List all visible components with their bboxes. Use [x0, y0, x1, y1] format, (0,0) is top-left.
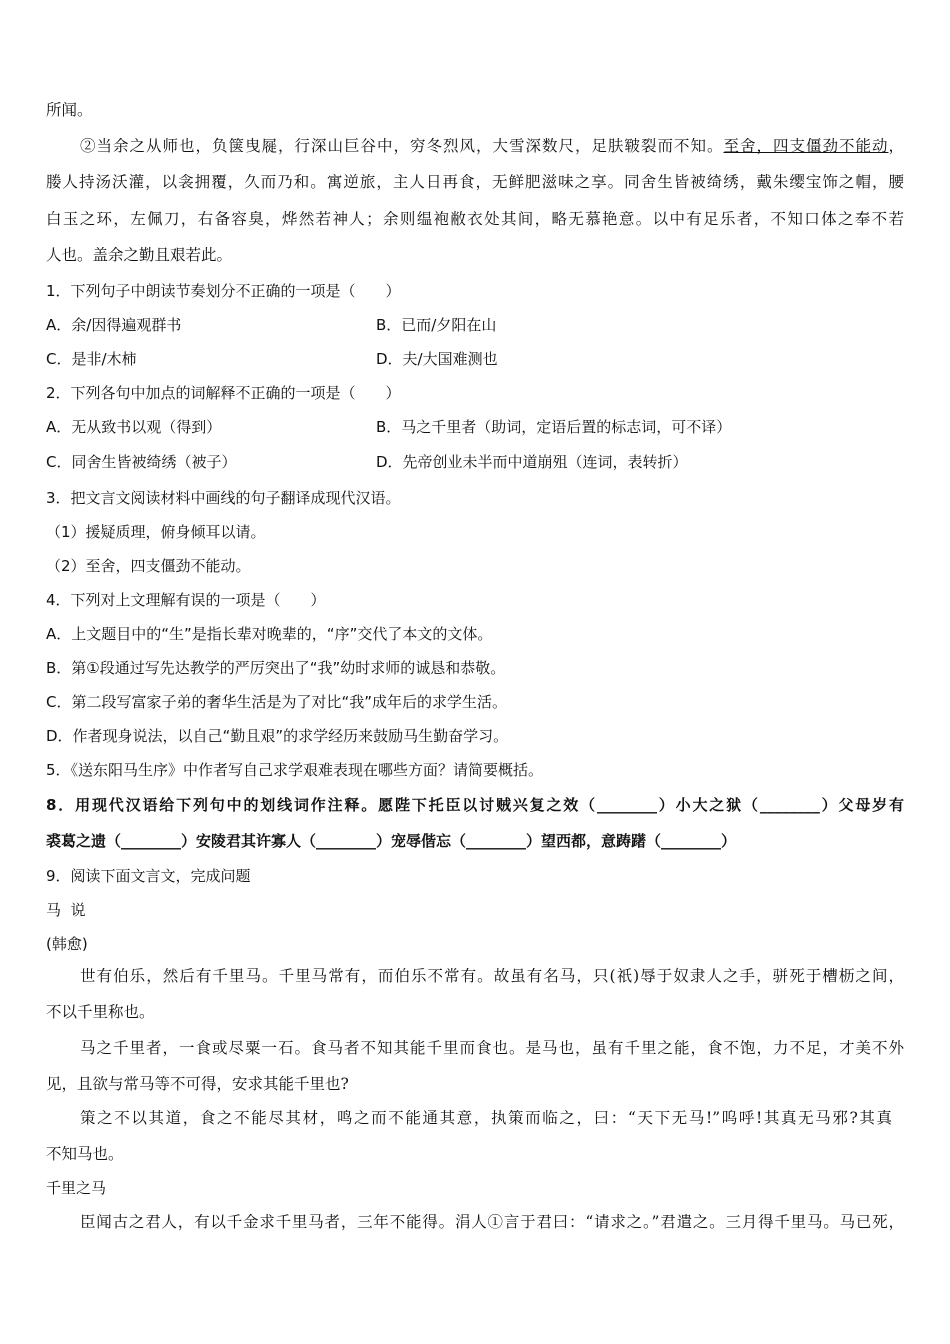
question-1-option-d: D．夫/大国难测也 — [376, 350, 498, 368]
question-2-option-a: A．无从致书以观（得到） — [46, 418, 222, 436]
passage-line: 人也。盖余之勤且艰若此。 — [46, 246, 233, 264]
question-3-sentence-2: （2）至舍，四支僵劲不能动。 — [46, 557, 251, 575]
question-4-option-b: B．第①段通过写先达教学的严厉突出了“我”幼时求师的诚恳和恭敬。 — [46, 659, 506, 677]
question-4-option-a: A．上文题目中的“生”是指长辈对晚辈的，“序”交代了本文的文体。 — [46, 625, 493, 643]
ma-shuo-paragraph-2: 马之千里者，一食或尽粟一石。食马者不知其能千里而食也。是马也，虽有千里之能，食不饱，力不足，才美不外 — [80, 1039, 904, 1057]
question-4-stem: 4．下列对上文理解有误的一项是（ ） — [46, 591, 326, 609]
question-3-stem: 3．把文言文阅读材料中画线的句子翻译成现代汉语。 — [46, 489, 401, 507]
question-5-stem: 5．《送东阳马生序》中作者写自己求学艰难表现在哪些方面？请简要概括。 — [46, 761, 544, 779]
passage-paragraph-2-line: ②当余之从师也，负箧曳屣，行深山巨谷中，穷冬烈风，大雪深数尺，足肤皲裂而不知。至舍，四支僵劲不能动， — [80, 137, 904, 155]
ma-shuo-paragraph-3: 策之不以其道，食之不能尽其材，鸣之而不能通其意，执策而临之，曰：“天下无马!”呜呼!其真无马邪?其真 — [80, 1109, 892, 1127]
passage-line: 所闻。 — [46, 101, 93, 119]
ma-shuo-paragraph-1-end: 不以千里称也。 — [46, 1003, 155, 1021]
passage-line: 媵人持汤沃灌，以衾拥覆，久而乃和。寓逆旅，主人日再食，无鲜肥滋味之享。同舍生皆被绮绣，戴朱缨宝饰之帽，腰 — [46, 173, 904, 191]
ma-shuo-paragraph-3-end: 不知马也。 — [46, 1145, 124, 1163]
underlined-sentence: 至舍，四支僵劲不能动 — [723, 137, 889, 155]
question-8-line-2: 裘葛之遗（________）安陵君其许寡人（________）宠辱偕忘（________）望西都，意踌躇（________） — [46, 832, 737, 850]
passage-title-qianli-zhi-ma: 千里之马 — [46, 1179, 107, 1197]
question-4-option-c: C．第二段写富家子弟的奢华生活是为了对比“我”成年后的求学生活。 — [46, 693, 508, 711]
question-1-stem: 1．下列句子中朗读节奏划分不正确的一项是（ ） — [46, 282, 401, 300]
question-2-stem: 2．下列各句中加点的词解释不正确的一项是（ ） — [46, 384, 401, 402]
question-2-option-b: B．马之千里者（助词，定语后置的标志词，可不译） — [376, 418, 732, 436]
question-3-sentence-1: （1）援疑质理，俯身倾耳以请。 — [46, 523, 266, 541]
question-9-stem: 9．阅读下面文言文，完成问题 — [46, 867, 251, 885]
question-4-option-d: D．作者现身说法，以自己“勤且艰”的求学经历来鼓励马生勤奋学习。 — [46, 727, 509, 745]
question-2-option-c: C．同舍生皆被绮绣（被子） — [46, 453, 237, 471]
qianli-zhi-ma-paragraph-1: 臣闻古之君人，有以千金求千里马者，三年不能得。涓人①言于君曰：“请求之。”君遣之。三月得千里马。马已死， — [80, 1213, 904, 1231]
question-1-option-b: B．已而/夕阳在山 — [376, 316, 497, 334]
passage-author: (韩愈) — [46, 935, 88, 953]
passage-line: 白玉之环，左佩刀，右备容臭，烨然若神人；余则缊袍敝衣处其间，略无慕艳意。以中有足乐者，不知口体之奉不若 — [46, 210, 904, 228]
question-2-option-d: D．先帝创业未半而中道崩殂（连词，表转折） — [376, 453, 688, 471]
question-1-option-c: C．是非/木柿 — [46, 350, 137, 368]
question-8-line-1: 8．用现代汉语给下列句中的划线词作注释。愿陛下托臣以讨贼兴复之效（________）小大之狱（________）父母岁有 — [46, 796, 904, 814]
ma-shuo-paragraph-1: 世有伯乐，然后有千里马。千里马常有，而伯乐不常有。故虽有名马，只(祇)辱于奴隶人之手，骈死于槽枥之间， — [80, 967, 904, 985]
passage-title-ma-shuo: 马 说 — [46, 901, 86, 919]
ma-shuo-paragraph-2-end: 见，且欲与常马等不可得，安求其能千里也? — [46, 1075, 349, 1093]
question-1-option-a: A．余/因得遍观群书 — [46, 316, 182, 334]
